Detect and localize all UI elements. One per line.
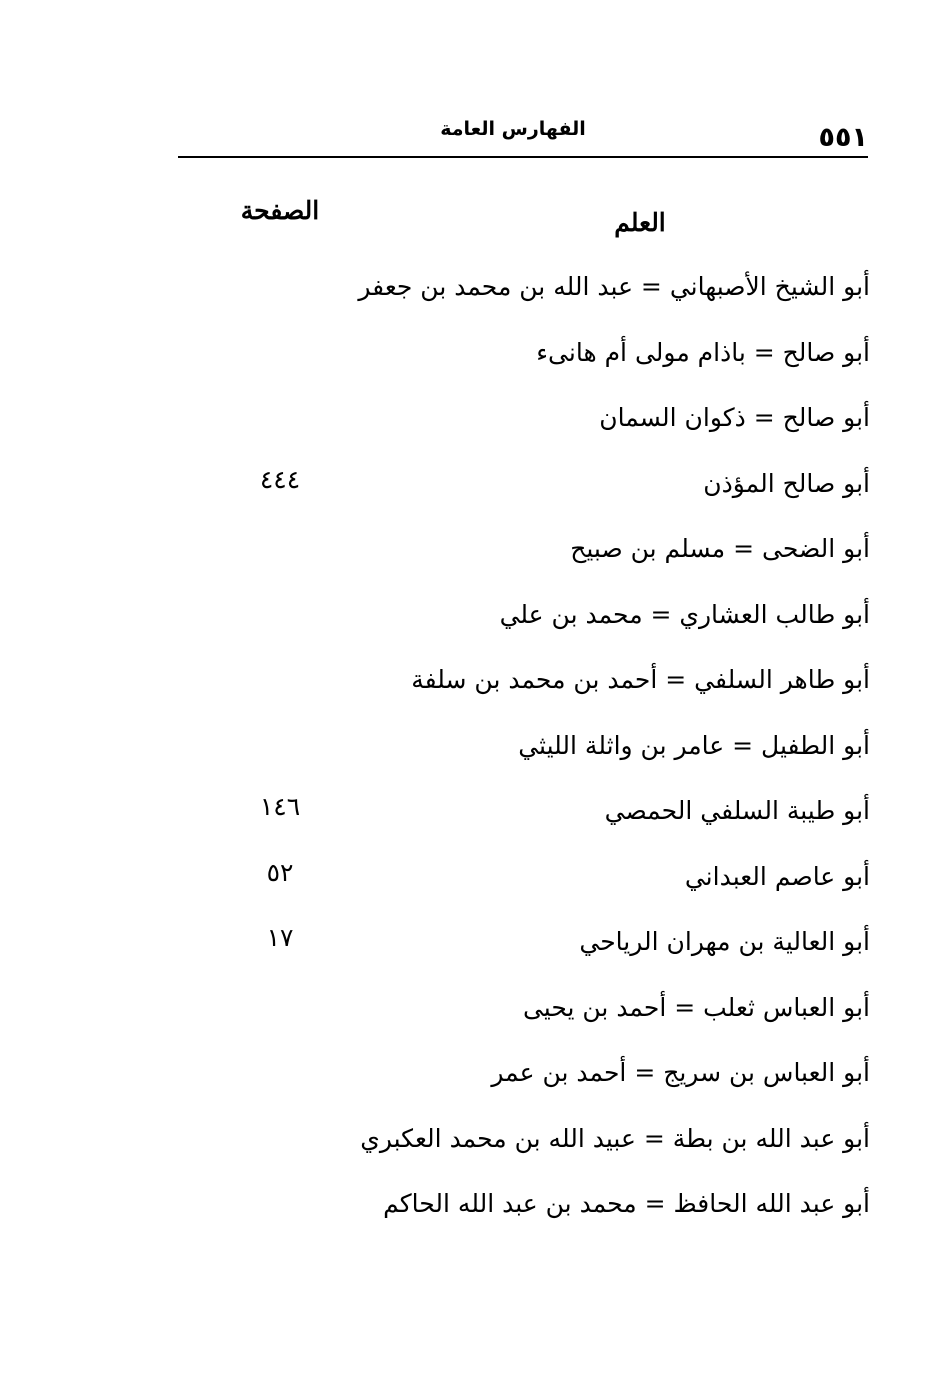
- index-entry: [0, 1112, 927, 1178]
- entry-name: أبو الشيخ الأصبهاني = عبد الله بن محمد بن جعفر: [358, 272, 870, 301]
- column-header-name: العلم: [614, 208, 666, 237]
- section-title: الفهارس العامة: [440, 118, 586, 140]
- entry-name: أبو العباس بن سريج = أحمد بن عمر: [491, 1058, 870, 1087]
- running-header: [178, 112, 868, 158]
- entry-name: أبو عبد الله الحافظ = محمد بن عبد الله الحاكم: [383, 1189, 870, 1218]
- index-entry: [0, 260, 927, 326]
- entry-page-number: ١٤٦: [259, 792, 301, 821]
- index-entry: [0, 653, 927, 719]
- index-entries: [0, 260, 927, 1243]
- entry-name: أبو طالب العشاري = محمد بن علي: [499, 599, 870, 629]
- entry-name: أبو العباس ثعلب = أحمد بن يحيى: [522, 992, 870, 1022]
- index-entry: [0, 915, 927, 981]
- entry-name: أبو طاهر السلفي = أحمد بن محمد بن سلفة: [411, 665, 870, 694]
- index-entry: [0, 522, 927, 588]
- entry-name: أبو الطفيل = عامر بن واثلة الليثي: [518, 730, 870, 760]
- entry-page-number: ٥٢: [266, 857, 294, 887]
- column-headers: [0, 196, 927, 246]
- entry-name: أبو العالية بن مهران الرياحي: [579, 927, 870, 956]
- index-entry: [0, 588, 927, 654]
- index-entry: [0, 719, 927, 785]
- entry-name: أبو صالح = ذكوان السمان: [599, 403, 870, 432]
- index-entry: [0, 391, 927, 457]
- column-header-page: الصفحة: [240, 196, 320, 225]
- header-divider: [178, 156, 868, 158]
- entry-page-number: ١٧: [266, 923, 294, 952]
- entry-name: أبو عبد الله بن بطة = عبيد الله بن محمد العكبري: [360, 1123, 870, 1153]
- page-number: ٥٥١: [818, 122, 868, 153]
- index-entry: [0, 457, 927, 523]
- index-entry: [0, 784, 927, 850]
- index-entry: [0, 326, 927, 392]
- index-entry: [0, 981, 927, 1047]
- entry-name: أبو صالح المؤذن: [703, 468, 870, 498]
- entry-name: أبو صالح = باذام مولى أم هانىء: [536, 337, 870, 367]
- entry-name: أبو الضحى = مسلم بن صبيح: [570, 534, 870, 563]
- index-entry: [0, 1046, 927, 1112]
- entry-name: أبو عاصم العبداني: [684, 861, 870, 891]
- entry-page-number: ٤٤٤: [259, 464, 301, 494]
- index-entry: [0, 1177, 927, 1243]
- index-entry: [0, 850, 927, 916]
- entry-name: أبو طيبة السلفي الحمصي: [604, 796, 870, 825]
